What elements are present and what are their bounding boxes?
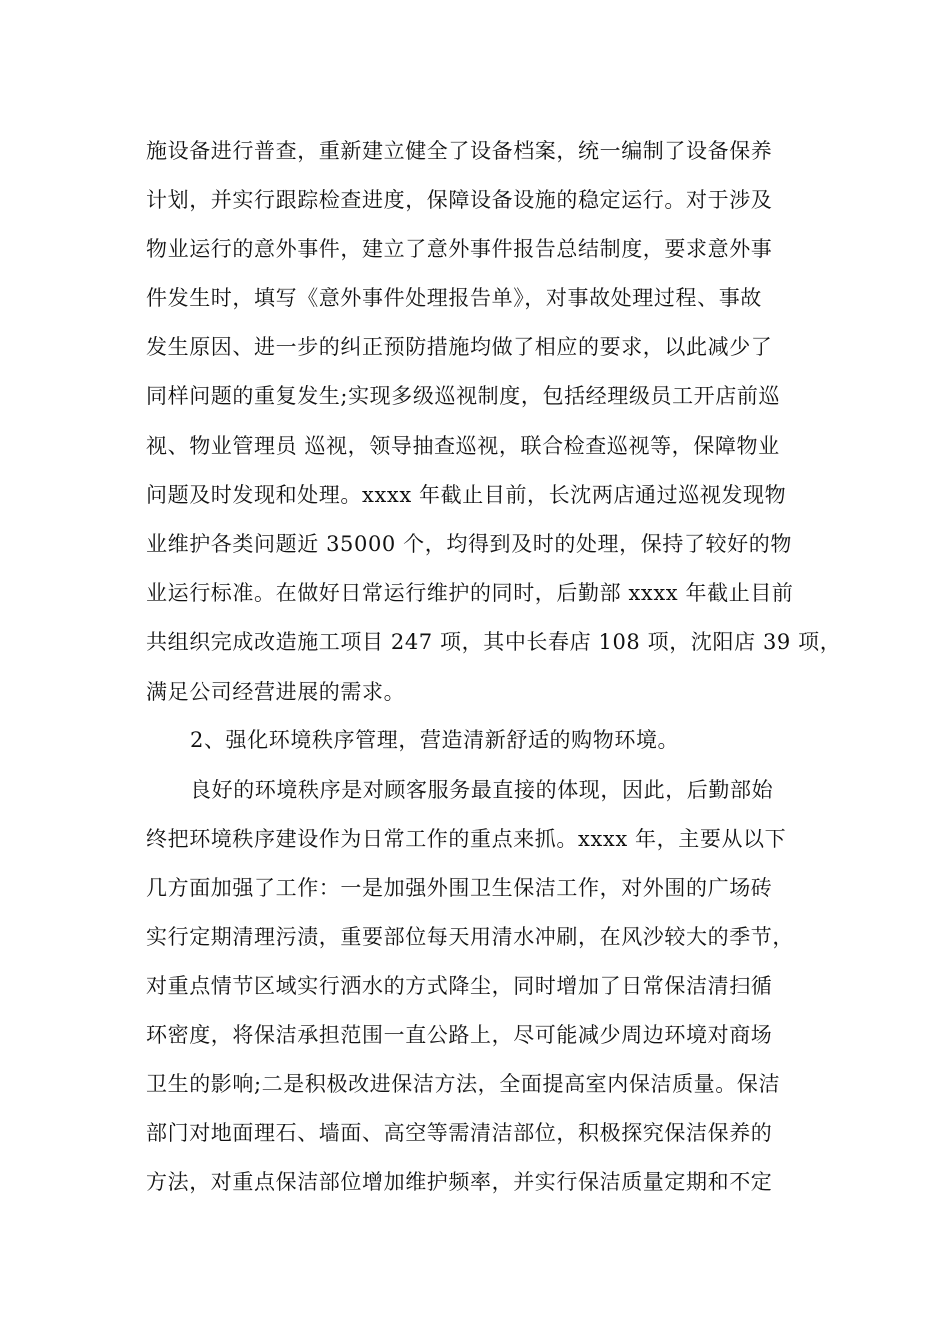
text-line: 件发生时，填写《意外事件处理报告单》，对事故处理过程、事故	[146, 286, 762, 310]
text-line: 同样问题的重复发生;实现多级巡视制度，包括经理级员工开店前巡	[146, 384, 781, 408]
text-line: 几方面加强了工作：一是加强外围卫生保洁工作，对外围的广场砖	[146, 876, 773, 900]
text-line: 施设备进行普查，重新建立健全了设备档案，统一编制了设备保养	[146, 139, 773, 163]
text-line: 共组织完成改造施工项目 247 项，其中长春店 108 项，沈阳店 39 项，	[146, 630, 842, 654]
text-line: 方法，对重点保洁部位增加维护频率，并实行保洁质量定期和不定	[146, 1170, 773, 1194]
text-line: 卫生的影响;二是积极改进保洁方法，全面提高室内保洁质量。保洁	[146, 1072, 781, 1096]
text-line: 业维护各类问题近 35000 个，均得到及时的处理，保持了较好的物	[146, 532, 792, 556]
text-line: 满足公司经营进展的需求。	[146, 680, 406, 704]
text-line: 问题及时发现和处理。xxxx 年截止目前，长沈两店通过巡视发现物	[146, 483, 787, 507]
text-line: 良好的环境秩序是对顾客服务最直接的体现，因此，后勤部始	[190, 778, 774, 802]
text-line: 实行定期清理污渍，重要部位每天用清水冲刷，在风沙较大的季节，	[146, 925, 794, 949]
section-heading: 2、强化环境秩序管理，营造清新舒适的购物环境。	[190, 728, 680, 752]
text-line: 发生原因、进一步的纠正预防措施均做了相应的要求，以此减少了	[146, 335, 773, 359]
text-line: 终把环境秩序建设作为日常工作的重点来抓。xxxx 年，主要从以下	[146, 827, 787, 851]
text-line: 计划，并实行跟踪检查进度，保障设备设施的稳定运行。对于涉及	[146, 188, 773, 212]
text-line: 对重点情节区域实行洒水的方式降尘，同时增加了日常保洁清扫循	[146, 974, 773, 998]
text-line: 视、物业管理员 巡视，领导抽查巡视，联合检查巡视等，保障物业	[146, 434, 780, 458]
text-line: 环密度，将保洁承担范围一直公路上，尽可能减少周边环境对商场	[146, 1023, 773, 1047]
text-line: 业运行标准。在做好日常运行维护的同时，后勤部 xxxx 年截止目前	[146, 581, 794, 605]
text-line: 部门对地面理石、墙面、高空等需清洁部位，积极探究保洁保养的	[146, 1121, 773, 1145]
text-line: 物业运行的意外事件，建立了意外事件报告总结制度，要求意外事	[146, 237, 773, 261]
